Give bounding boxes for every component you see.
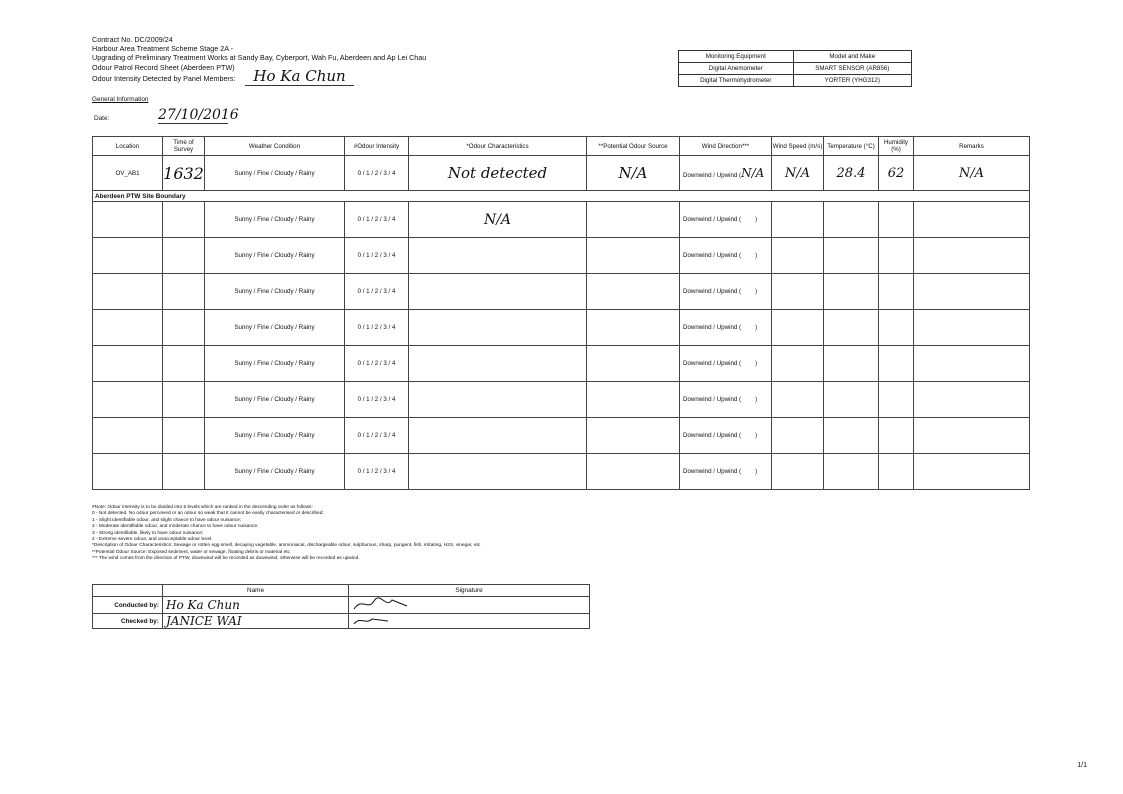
note-line: 0 - Not detected. No odour perceived or an odour so weak that it cannot be easily characterised or described; — [92, 511, 324, 517]
cell-source — [587, 382, 680, 418]
cell-weather: Sunny / Fine / Cloudy / Rainy — [205, 202, 345, 238]
cell-wind-speed — [772, 454, 824, 490]
cell-time — [163, 274, 205, 310]
equipment-header-cell: Model and Make — [793, 51, 911, 63]
cell-intensity: 0 / 1 / 2 / 3 / 4 — [345, 156, 409, 191]
wind-direction-options: Downwind / Upwind ( — [683, 396, 742, 403]
cell-source — [587, 274, 680, 310]
signoff-label: Checked by: — [93, 614, 163, 629]
cell-humidity — [879, 310, 914, 346]
cell-source — [587, 310, 680, 346]
note-line: **Potential Odour Source: Exposed sediment, water or sewage, floating debris or material etc — [92, 549, 290, 555]
cell-wind-direction — [680, 382, 772, 418]
cell-wind-direction — [680, 310, 772, 346]
cell-temperature — [824, 418, 879, 454]
signature-header: Signature — [349, 585, 590, 597]
cell-characteristics — [409, 310, 587, 346]
cell-remarks — [914, 418, 1030, 454]
cell-source: N/A — [587, 156, 680, 191]
cell-remarks — [914, 382, 1030, 418]
section-row — [93, 191, 1030, 202]
panel-member-name: Ho Ka Chun — [245, 67, 353, 86]
cell-characteristics — [409, 418, 587, 454]
col-header-wind-direction: Wind Direction*** — [680, 137, 772, 156]
signoff-name: JANICE WAI — [163, 614, 349, 629]
wind-direction-options: Downwind / Upwind ( — [683, 432, 742, 439]
cell-wind-speed — [772, 274, 824, 310]
cell-humidity — [879, 382, 914, 418]
cell-wind-speed — [772, 346, 824, 382]
cell-characteristics — [409, 238, 587, 274]
cell-source — [587, 454, 680, 490]
cell-intensity: 0 / 1 / 2 / 3 / 4 — [345, 418, 409, 454]
cell-weather: Sunny / Fine / Cloudy / Rainy — [205, 274, 345, 310]
note-line: 2 - Moderate identifiable odour, and moderate chance to have odour nuisance; — [92, 524, 259, 530]
signoff-blank — [93, 585, 163, 597]
cell-characteristics — [409, 382, 587, 418]
cell-intensity: 0 / 1 / 2 / 3 / 4 — [345, 346, 409, 382]
note-line: *Description of Odour Characteristics: Sewage or rotten egg smell, decaying vegetable, ammoniacal, dischargeable odour, sulphurous, sharp, pungent, fish, irritating, H2S, vinegar, etc — [92, 543, 481, 549]
cell-wind-direction — [680, 454, 772, 490]
contract-number: Contract No. DC/2009/24 — [92, 35, 173, 44]
cell-humidity — [879, 454, 914, 490]
cell-temperature — [824, 238, 879, 274]
cell-humidity — [879, 202, 914, 238]
cell-remarks — [914, 346, 1030, 382]
col-header-wind-speed: Wind Speed (m/s) — [772, 137, 824, 156]
cell-time — [163, 382, 205, 418]
document-header — [92, 35, 426, 83]
col-header-weather: Weather Condition — [205, 137, 345, 156]
cell-location — [93, 418, 163, 454]
sheet-title: Odour Patrol Record Sheet (Aberdeen PTW) — [92, 62, 235, 72]
cell-weather: Sunny / Fine / Cloudy / Rainy — [205, 310, 345, 346]
cell-time — [163, 202, 205, 238]
wind-direction-options: Downwind / Upwind ( — [683, 172, 742, 179]
cell-humidity — [879, 238, 914, 274]
wind-direction-options: Downwind / Upwind ( — [683, 216, 742, 223]
cell-location — [93, 382, 163, 418]
table-row — [93, 454, 1030, 490]
wind-direction-options: Downwind / Upwind ( — [683, 288, 742, 295]
equipment-table — [678, 50, 912, 87]
col-header-temperature: Temperature (°C) — [824, 137, 879, 156]
date-value: 27/10/2016 — [158, 107, 239, 123]
page-number: 1/1 — [1077, 762, 1087, 769]
cell-time — [163, 238, 205, 274]
signoff-header-row — [93, 585, 590, 597]
cell-remarks — [914, 274, 1030, 310]
table-row — [93, 274, 1030, 310]
scheme-title: Harbour Area Treatment Scheme Stage 2A - — [92, 44, 234, 54]
cell-temperature — [824, 454, 879, 490]
signature-scribble-icon — [352, 597, 412, 611]
col-header-humidity: Humidity (%) — [879, 137, 914, 156]
cell-humidity — [879, 274, 914, 310]
note-line: 3 - Strong identifiable, likely to have odour nuisance; — [92, 530, 204, 536]
equipment-header-row — [679, 51, 912, 63]
cell-characteristics: Not detected — [409, 156, 587, 191]
table-row — [93, 382, 1030, 418]
equipment-name: Digital Anemometer — [679, 63, 794, 75]
note-line: 4 - Extreme severe odour, and unacceptable odour level. — [92, 537, 213, 543]
wind-direction-close: ) — [755, 324, 758, 331]
cell-characteristics — [409, 274, 587, 310]
panel-label: Odour Intensity Detected by Panel Members: — [92, 73, 236, 83]
cell-wind-direction — [680, 238, 772, 274]
cell-location — [93, 274, 163, 310]
cell-intensity: 0 / 1 / 2 / 3 / 4 — [345, 310, 409, 346]
cell-remarks — [914, 202, 1030, 238]
cell-humidity — [879, 346, 914, 382]
cell-location — [93, 238, 163, 274]
note-line: *** The wind comes from the direction of PTW, downwind will be recorded as downwind, otherwise will be recorded as upwind. — [92, 556, 360, 562]
cell-temperature — [824, 382, 879, 418]
table-row — [93, 310, 1030, 346]
wind-direction-options: Downwind / Upwind ( — [683, 468, 742, 475]
section-label: Aberdeen PTW Site Boundary — [93, 191, 1030, 202]
wind-direction-close: ) — [755, 216, 758, 223]
cell-location — [93, 346, 163, 382]
signoff-table — [92, 584, 590, 629]
cell-weather: Sunny / Fine / Cloudy / Rainy — [205, 238, 345, 274]
col-header-remarks: Remarks — [914, 137, 1030, 156]
signoff-row — [93, 614, 590, 629]
cell-remarks — [914, 238, 1030, 274]
wind-direction-options: Downwind / Upwind ( — [683, 360, 742, 367]
cell-temperature — [824, 310, 879, 346]
cell-weather: Sunny / Fine / Cloudy / Rainy — [205, 156, 345, 191]
equipment-model: YORTER (YHG312) — [793, 75, 911, 87]
wind-direction-handwritten: N/A — [741, 166, 765, 180]
cell-source — [587, 346, 680, 382]
cell-source — [587, 238, 680, 274]
cell-time — [163, 454, 205, 490]
cell-characteristics: N/A — [409, 202, 587, 238]
cell-weather: Sunny / Fine / Cloudy / Rainy — [205, 418, 345, 454]
cell-temperature: 28.4 — [824, 156, 879, 191]
cell-source — [587, 202, 680, 238]
equipment-model: SMART SENSOR (AR856) — [793, 63, 911, 75]
table-row — [93, 346, 1030, 382]
wind-direction-options: Downwind / Upwind ( — [683, 324, 742, 331]
cell-remarks — [914, 310, 1030, 346]
signature-scribble-icon — [352, 614, 392, 626]
cell-time — [163, 346, 205, 382]
table-header-row — [93, 137, 1030, 156]
cell-remarks — [914, 454, 1030, 490]
cell-wind-speed — [772, 382, 824, 418]
cell-wind-direction — [680, 156, 772, 191]
cell-source — [587, 418, 680, 454]
cell-location — [93, 310, 163, 346]
wind-direction-close: ) — [755, 468, 758, 475]
table-row — [93, 238, 1030, 274]
cell-time — [163, 418, 205, 454]
cell-weather: Sunny / Fine / Cloudy / Rainy — [205, 454, 345, 490]
wind-direction-options: Downwind / Upwind ( — [683, 252, 742, 259]
signature-cell — [349, 614, 590, 629]
name-header: Name — [163, 585, 349, 597]
odour-record-table — [92, 136, 1030, 490]
general-info-heading: General Information — [92, 96, 149, 103]
cell-intensity: 0 / 1 / 2 / 3 / 4 — [345, 274, 409, 310]
signoff-row — [93, 597, 590, 614]
col-header-location: Location — [93, 137, 163, 156]
table-row-ov-ab1 — [93, 156, 1030, 191]
cell-wind-speed — [772, 310, 824, 346]
note-line: 1 - Slight identifiable odour, and slight chance to have odour nuisance; — [92, 517, 242, 523]
note-line: #Note: Odour intensity is to be divided into 5 levels which are ranked in the descending order as follows: — [92, 505, 313, 510]
equipment-header-cell: Monitoring Equipment — [679, 51, 794, 63]
cell-intensity: 0 / 1 / 2 / 3 / 4 — [345, 238, 409, 274]
cell-intensity: 0 / 1 / 2 / 3 / 4 — [345, 202, 409, 238]
cell-characteristics — [409, 454, 587, 490]
cell-wind-direction — [680, 202, 772, 238]
cell-wind-direction — [680, 274, 772, 310]
cell-wind-speed — [772, 202, 824, 238]
equipment-row — [679, 63, 912, 75]
cell-wind-direction — [680, 418, 772, 454]
signature-cell — [349, 597, 590, 614]
cell-wind-speed: N/A — [772, 156, 824, 191]
cell-weather: Sunny / Fine / Cloudy / Rainy — [205, 382, 345, 418]
cell-location: OV_AB1 — [93, 156, 163, 191]
cell-wind-direction — [680, 346, 772, 382]
works-title: Upgrading of Preliminary Treatment Works at Sandy Bay, Cyberport, Wah Fu, Aberdeen and Ap Lei Chau — [92, 53, 427, 63]
date-label: Date: — [94, 115, 110, 122]
cell-time: 1632 — [163, 156, 205, 191]
cell-location — [93, 202, 163, 238]
col-header-source: **Potential Odour Source — [587, 137, 680, 156]
signoff-name: Ho Ka Chun — [163, 597, 349, 614]
cell-intensity: 0 / 1 / 2 / 3 / 4 — [345, 382, 409, 418]
col-header-time: Time of Survey — [163, 137, 205, 156]
col-header-characteristics: *Odour Characteristics — [409, 137, 587, 156]
cell-temperature — [824, 202, 879, 238]
cell-remarks: N/A — [914, 156, 1030, 191]
signoff-label: Conducted by: — [93, 597, 163, 614]
cell-location — [93, 454, 163, 490]
equipment-row — [679, 75, 912, 87]
wind-direction-close: ) — [755, 252, 758, 259]
equipment-name: Digital Thermohydrometer — [679, 75, 794, 87]
wind-direction-close: ) — [755, 360, 758, 367]
cell-temperature — [824, 346, 879, 382]
cell-time — [163, 310, 205, 346]
wind-direction-close: ) — [755, 432, 758, 439]
cell-humidity: 62 — [879, 156, 914, 191]
cell-temperature — [824, 274, 879, 310]
wind-direction-close: ) — [755, 288, 758, 295]
cell-wind-speed — [772, 418, 824, 454]
wind-direction-close: ) — [755, 396, 758, 403]
cell-weather: Sunny / Fine / Cloudy / Rainy — [205, 346, 345, 382]
cell-humidity — [879, 418, 914, 454]
notes-block — [92, 505, 612, 563]
cell-wind-speed — [772, 238, 824, 274]
table-row — [93, 418, 1030, 454]
table-row — [93, 202, 1030, 238]
cell-intensity: 0 / 1 / 2 / 3 / 4 — [345, 454, 409, 490]
col-header-intensity: #Odour Intensity — [345, 137, 409, 156]
cell-characteristics — [409, 346, 587, 382]
